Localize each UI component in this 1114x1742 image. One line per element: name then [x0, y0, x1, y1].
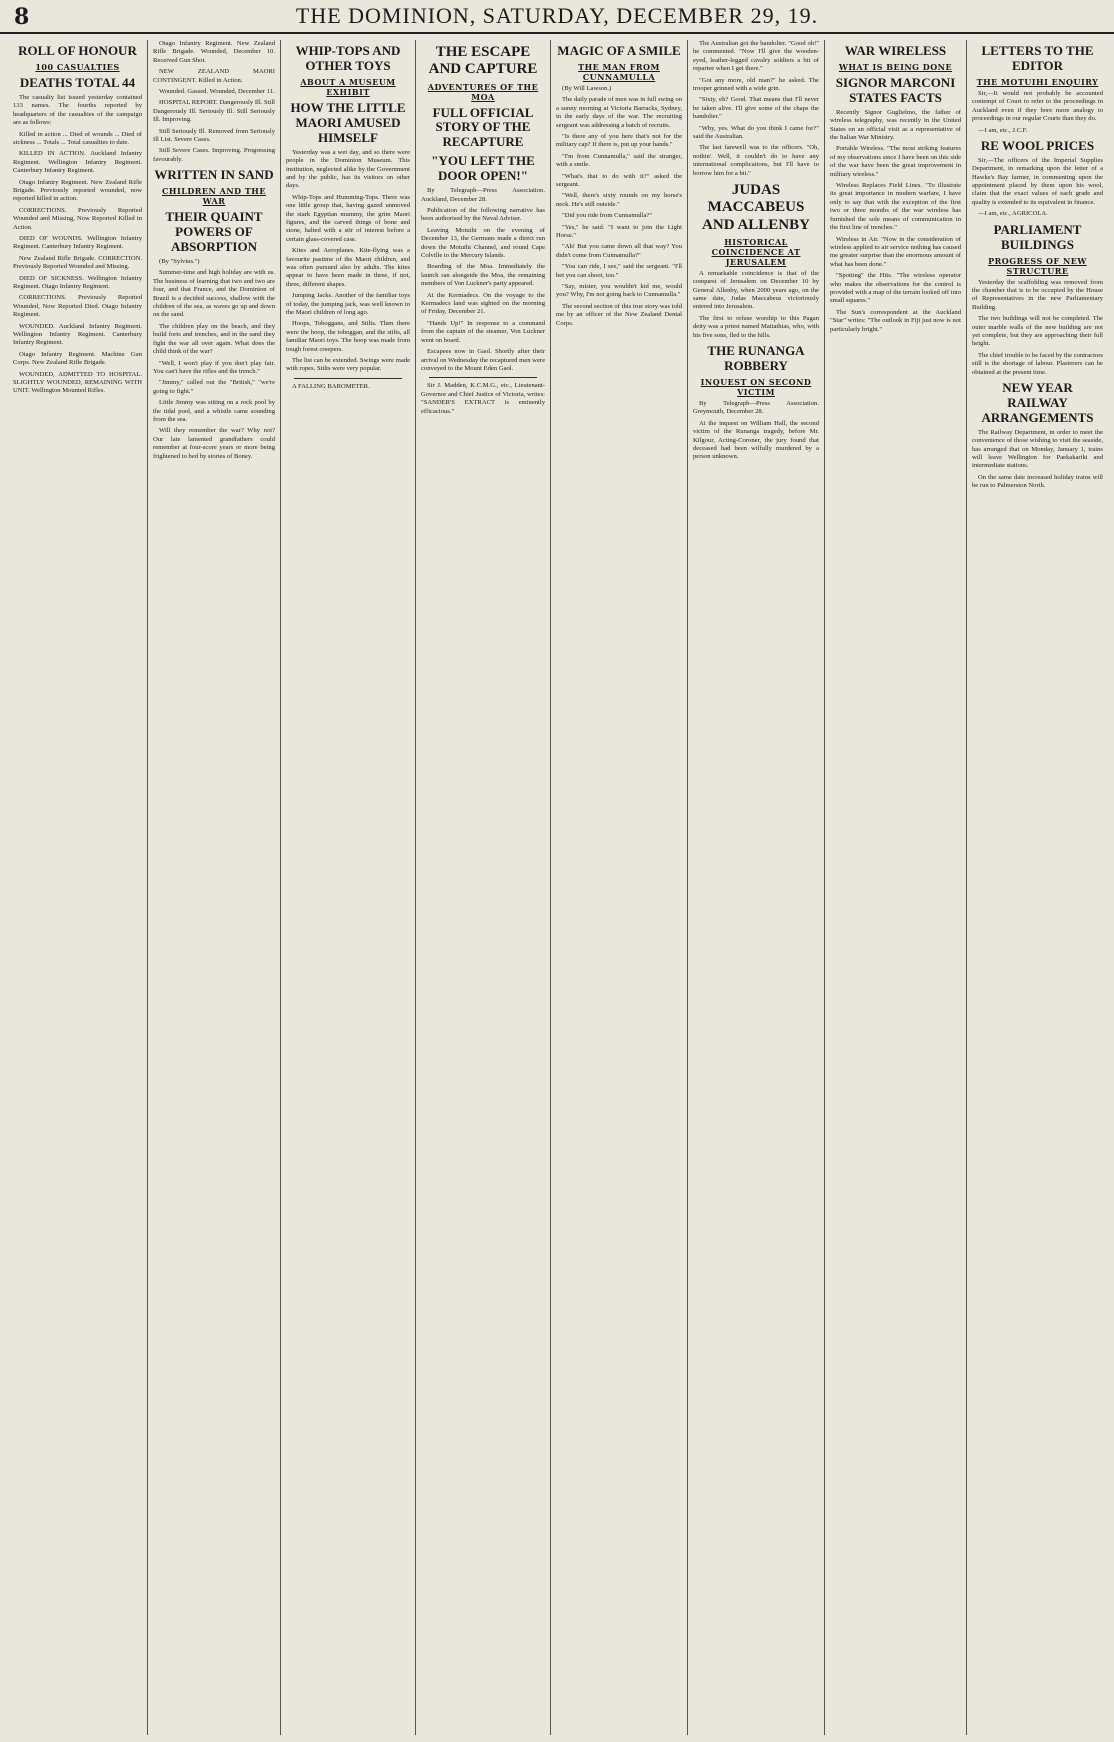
article-paragraph: Leaving Motuihi on the evening of December 13, the Germans made a direct run down the Motuihi Channel, and round Cape Colville to the Mercury Islands. [421, 226, 545, 260]
newspaper-title: THE DOMINION, SATURDAY, DECEMBER 29, 19. [295, 3, 819, 28]
article-paragraph: Will they remember the war? Why not? Our late lamented grandfathers could remember at four-score years or more being frightened to bed by stories of Boney. [153, 427, 275, 460]
article-paragraph: "Got any more, old man?" he asked. The trooper grinned with a wide grin. [693, 76, 819, 93]
headline: "YOU LEFT THE DOOR OPEN!" [431, 153, 535, 184]
headline: DEATHS TOTAL 44 [19, 74, 136, 90]
article-paragraph: Sir J. Madden, K.C.M.G., etc., Lieutenant-Governor and Chief Justice of Victoria, writes: "SANDER'S EXTRACT is eminently efficacious." [421, 382, 545, 415]
article-paragraph: "Sixty, eh? Good. That means that I'll never be taken alive. I'll give some of the chaps the bandolier." [693, 96, 819, 121]
article-paragraph: Still Seriously Ill. Removed from Seriously Ill List. Severe Cases. [153, 127, 275, 144]
article-paragraph: "Spotting" the Hits. "The wireless operator who makes the observations for the control is provided with a map of the terrain looked off into small squares." [830, 272, 961, 305]
article-paragraph: By Telegraph—Press Association. Greymouth, December 28. [693, 399, 819, 416]
subheadline: PROGRESS OF NEW STRUCTURE [988, 255, 1087, 276]
article-column-4 [416, 40, 551, 1735]
article-paragraph: Otago Infantry Regiment. New Zealand Rifle Brigade. Wounded, December 10. Received Gun Shot. [153, 40, 275, 64]
article-paragraph: The second section of this true story was told me by an officer of the New Zealand Dental Corps. [556, 302, 682, 327]
article-paragraph: Otago Infantry Regiment. Machine Gun Corps. New Zealand Rifle Brigade. [13, 350, 142, 367]
headline: WAR WIRELESS [844, 43, 947, 58]
article-paragraph: Kites and Aeroplanes. Kite-flying was a favourite pastime of the Maori children, and was often pursued also by adults. The kites appear to have been made in three, if not, three, different shapes. [286, 247, 410, 288]
subheadline: HISTORICAL COINCIDENCE AT JERUSALEM [711, 236, 801, 267]
article-paragraph: NEW ZEALAND MAORI CONTINGENT. Killed in Action. [153, 68, 275, 84]
article-paragraph: "Say, mister, you wouldn't kid me, would you? Why, I'm not going back to Cunnamulla." [556, 283, 682, 299]
subheadline: WHAT IS BEING DONE [838, 61, 953, 72]
article-column-1 [8, 40, 148, 1735]
article-paragraph: The daily parade of men was in full swing on a sunny morning at Victoria Barracks, Sydney, in the early days of the war. The recruiting sergeant was addressing a batch of recruits. [556, 96, 682, 129]
headline: PARLIAMENT BUILDINGS [993, 221, 1082, 252]
article-paragraph: Little Jimmy was sitting on a rock pool by the tidal pool, and a whistle came sounding from the sea. [153, 399, 275, 423]
article-paragraph: Killed in action ... Died of wounds ... Died of sickness ... Totals ... Total casualties to date. [13, 130, 142, 146]
headline: JUDAS MACCABEUS AND ALLENBY [702, 182, 810, 233]
article-column-7 [825, 40, 967, 1735]
article-paragraph: —I am, etc., J.C.F. [978, 126, 1028, 134]
headline: HOW THE LITTLE MAORI AMUSED HIMSELF [290, 99, 406, 145]
article-paragraph: "Ah! But you came down all that way? You didn't come from Cunnamulla?" [556, 243, 682, 259]
article-paragraph: The two buildings will not be completed. The outer marble walls of the new building are not yet complete, but they are approaching their full height. [972, 315, 1103, 348]
article-paragraph: Sir,—The officers of the Imperial Supplies Department, in remarking upon the letter of a Hawke's Bay farmer, in commenting upon the appointment placed by them upon his wool, claim that the exact values of each grade and quality is extended to its equivalent in finance. [972, 156, 1103, 206]
headline: LETTERS TO THE EDITOR [981, 43, 1094, 73]
article-paragraph: "Hands Up!" In response to a command from the captain of the steamer, Von Luckner went on board. [421, 319, 545, 344]
article-paragraph: (By Will Lawson.) [562, 84, 612, 92]
article-paragraph: "Well, I won't play if you don't play fair. You can't have the rifles and the trench." [153, 359, 275, 375]
newspaper-columns [8, 40, 1108, 1735]
article-paragraph: "Well, there's sixty rounds on my horse's neck. He's still outside." [556, 192, 682, 208]
subheadline: CHILDREN AND THE WAR [162, 186, 266, 207]
article-paragraph: Yesterday was a wet day, and so there were people in the Dominion Museum. This institution, neglected alike by the Government and by the public, has its visitors on other days. [286, 148, 410, 190]
article-paragraph: Sir,—It would not probably be accounted contempt of Court to refer to the proceedings in Auckland even if they bore more analogy to proceedings in our regular Courts than they do. [972, 89, 1103, 123]
headline: SIGNOR MARCONI STATES FACTS [835, 74, 956, 105]
article-paragraph: Portable Wireless. "The most striking features of my observations since I have been on this side of the war have been the great improvement in military wireless." [830, 145, 961, 178]
article-paragraph: Recently Signor Guglielmo, the father of wireless telegraphy, was recently in the United States on an official visit as a representative of the Italian War Ministry. [830, 108, 961, 142]
article-paragraph: The list can be extended. Swings were made with ropes. Stilts were very popular. [286, 357, 410, 373]
subheadline: THE MAN FROM CUNNAMULLA [578, 61, 660, 82]
article-paragraph: CORRECTIONS. Previously Reported Wounded and Missing, Now Reported Killed in Action. [13, 206, 142, 231]
article-paragraph: The casualty list issued yesterday contained 133 names. The fourths reported by headquarters of the casualties of the campaign are as follows: [13, 93, 142, 127]
article-paragraph: The chief trouble to be faced by the contractors still is the shortage of labour. Plasterers can be obtained at the present time. [972, 351, 1103, 376]
subheadline: 100 CASUALTIES [35, 61, 120, 72]
headline: FULL OFFICIAL STORY OF THE RECAPTURE [432, 104, 534, 150]
page-number: 8 [14, 4, 30, 30]
article-paragraph: Publication of the following narrative has been authorised by the Naval Adviser. [421, 207, 545, 223]
headline: RE WOOL PRICES [980, 137, 1095, 153]
subheadline: INQUEST ON SECOND VICTIM [700, 376, 812, 397]
article-paragraph: The Australian got the bandolier. "Good oh!" he commented. "Now I'll give the wooden-eyed, leather-legged cavalry soldiers a bit of repartee when I get there." [693, 40, 819, 73]
article-paragraph: DIED OF WOUNDS. Wellington Infantry Regiment. Canterbury Infantry Regiment. [13, 234, 142, 251]
article-paragraph: A FALLING BAROMETER. [292, 382, 370, 390]
headline: THE RUNANGA ROBBERY [707, 343, 805, 374]
article-paragraph: By Telegraph—Press Association. Auckland, December 28. [421, 187, 545, 203]
article-paragraph: (By "Sylvius.") [159, 258, 200, 266]
article-paragraph: Still Severe Cases. Improving. Progressing favourably. [153, 147, 275, 163]
masthead [0, 0, 1114, 34]
article-paragraph: The first to refuse worship to this Pagan deity was a priest named Mattathias, who, with his five sons, fled to the hills. [693, 314, 819, 339]
article-paragraph: The Railway Department, in order to meet the convenience of those wishing to visit the seaside, has arranged that on Monday, January 1, trains will leave Wellington for Paekakariki and intermediate stations. [972, 428, 1103, 470]
article-paragraph: "I'm from Cunnamulla," said the stranger, with a smile. [556, 152, 682, 169]
article-paragraph: Hoops, Toboggans, and Stilts. Then there were the hoop, the toboggan, and the stilts, all familiar Maori toys. The hoop was made from tough forest creepers. [286, 320, 410, 353]
article-paragraph: The children play on the beach, and they build forts and trenches, and in the sand they fight the war all over again. What does the child think of the war? [153, 322, 275, 356]
article-paragraph: WOUNDED. Auckland Infantry Regiment. Wellington Infantry Regiment. Canterbury Infantry Regiment. [13, 322, 142, 347]
article-paragraph: Escapees now in Gaol. Shortly after their arrival on Wednesday the recaptured men were conveyed to the Mount Eden Gaol. [421, 348, 545, 372]
article-paragraph: The Sun's correspondent at the Auckland "Star" writes: "The outlook in Fiji just now is not particularly bright." [830, 308, 961, 333]
article-paragraph: "You can ride, I see," said the sergeant. "I'll bet you can shoot, too." [556, 263, 682, 279]
article-paragraph: Wireless Replaces Field Lines. "To illustrate its great importance in modern warfare, I have only to say that with the exception of the first two or three months of the war wireless has furnished the sole means of communication in the first line of trenches." [830, 182, 961, 232]
article-paragraph: On the same date increased holiday trains will be run to Palmerston North. [972, 473, 1103, 490]
article-paragraph: Otago Infantry Regiment. New Zealand Rifle Brigade. Previously reported wounded, now reported killed in action. [13, 178, 142, 203]
article-column-2 [148, 40, 281, 1735]
article-column-5 [551, 40, 688, 1735]
article-paragraph: DIED OF SICKNESS. Wellington Infantry Regiment. Otago Infantry Regiment. [13, 274, 142, 290]
article-paragraph: Boarding of the Moa. Immediately the launch ran alongside the Moa, the remaining members of Von Luckner's party appeared. [421, 263, 545, 288]
article-paragraph: —I am, etc., AGRICOLA. [978, 210, 1048, 218]
article-paragraph: At the inquest on William Hall, the second victim of the Runanga tragedy, before Mr. Kilgour, Acting-Coroner, the jury found that deceased had been wilfully murdered by a person unknown. [693, 419, 819, 461]
article-paragraph: New Zealand Rifle Brigade. CORRECTION. Previously Reported Wounded and Missing. [13, 254, 142, 271]
article-paragraph: "Why, yes. What do you think I came for?" said the Australian. [693, 124, 819, 141]
article-paragraph: Wounded. Gassed. Wounded, December 11. [159, 88, 275, 96]
article-column-8 [967, 40, 1108, 1735]
article-paragraph: WOUNDED, ADMITTED TO HOSPITAL. SLIGHTLY WOUNDED, REMAINING WITH UNIT. Wellington Mounted Rifles. [13, 370, 142, 395]
article-paragraph: HOSPITAL REPORT. Dangerously Ill. Still Dangerously Ill. Seriously Ill. Still Seriously Ill. Improving. [153, 99, 275, 124]
article-column-6 [688, 40, 825, 1735]
article-paragraph: Wireless in Air. "Now in the consideration of wireless applied to air service nothing has caused me greater surprise than the enormous amount of what has been done." [830, 235, 961, 268]
article-paragraph: Summer-time and high holiday are with us. The business of learning that two and two are four, and that France, and the Dominion of Brazil is a decided success, shallow with the children of the sea, as waves go up and down on the sand. [153, 269, 275, 319]
article-paragraph: Whip-Tops and Humming-Tops. There was one little group that, having gazed unmoved the stark Egyptian mummy, the grim Maori figures, and the carved things of bone and stone, halted with a stir of interest before a certain glass-covered case. [286, 193, 410, 243]
subheadline: ABOUT A MUSEUM EXHIBIT [300, 76, 396, 97]
headline: WRITTEN IN SAND [154, 167, 274, 183]
headline: THE ESCAPE AND CAPTURE [428, 44, 538, 78]
article-paragraph: Jumping Jacks. Another of the familiar toys of today, the jumping jack, was well known to the Maori children of long ago. [286, 292, 410, 316]
article-paragraph: Yesterday the scaffolding was removed from the chamber that is to be occupied by the House of Representatives in the new Parliamentary Building. [972, 278, 1103, 311]
article-paragraph: CORRECTIONS. Previously Reported Wounded, Now Reported Died. Otago Infantry Regiment. [13, 294, 142, 319]
subheadline: ADVENTURES OF THE MOA [427, 81, 539, 102]
headline: MAGIC OF A SMILE [557, 43, 681, 58]
headline: WHIP-TOPS AND OTHER TOYS [295, 43, 401, 73]
headline: THEIR QUAINT POWERS OF ABSORPTION [165, 209, 263, 255]
article-paragraph: KILLED IN ACTION. Auckland Infantry Regiment. Wellington Infantry Regiment. Canterbury Infantry Regiment. [13, 150, 142, 175]
headline: NEW YEAR RAILWAY ARRANGEMENTS [981, 380, 1094, 425]
article-paragraph: The last farewell was to the officers. "Oh, nothin'. Well, it couldn't do to have any international complications, but I'll have to borrow him for a bit." [693, 144, 819, 177]
headline: ROLL OF HONOUR [18, 43, 137, 58]
article-paragraph: "Jimmy," called out the "British," "we're going to fight." [153, 379, 275, 395]
article-paragraph: "Is there any of you here that's not for the military cap? If there is, put up your hands." [556, 132, 682, 149]
article-column-3 [281, 40, 416, 1735]
subheadline: THE MOTUIHI ENQUIRY [976, 76, 1099, 87]
article-paragraph: A remarkable coincidence is that of the conquest of Jerusalem on December 10 by General Allenby, when 2000 years ago, on the same date, Judas Maccabeus victoriously entered into Jerusalem. [693, 269, 819, 311]
article-paragraph: "Did you ride from Cunnamulla?" [562, 212, 652, 220]
article-paragraph: "Yes," he said. "I want to join the Light Horse." [556, 223, 682, 240]
article-paragraph: At the Kermadecs. On the voyage to the Kermadecs land was sighted on the morning of Friday, December 21. [421, 291, 545, 316]
article-paragraph: "What's that to do with it?" asked the sergeant. [556, 172, 682, 188]
column-divider [429, 377, 537, 378]
column-divider [294, 378, 402, 379]
